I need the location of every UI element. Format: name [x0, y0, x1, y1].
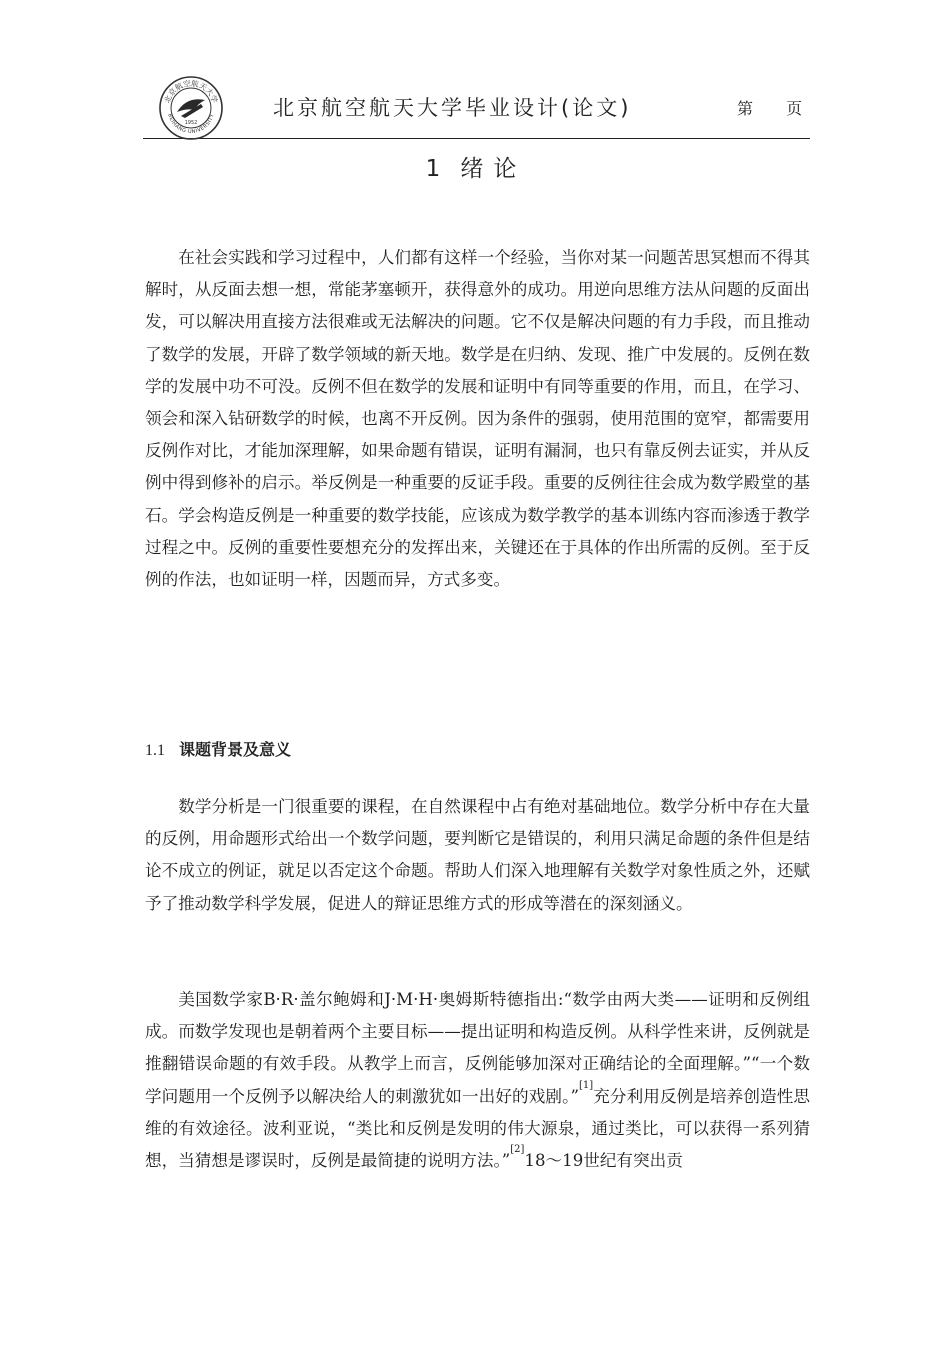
quote-paragraph	[145, 984, 810, 1177]
page-header	[143, 72, 810, 139]
chapter-title	[0, 150, 952, 183]
section-heading	[145, 737, 291, 760]
quote-text-c: 18～19世纪有突出贡	[524, 1151, 683, 1171]
citation-2[interactable]: [2]	[510, 1144, 525, 1156]
page-label-suffix: 页	[786, 99, 803, 118]
chapter-name: 绪论	[460, 156, 527, 182]
quote-text-b: 充分利用反例是培养创造性思维的有效途径。波利亚说，“类比和反例是发明的伟大源泉，通过类比，可以获得一系列猜想，当猜想是谬误时，反例是最简捷的说明方法。”	[145, 1086, 811, 1171]
intro-paragraph: 在社会实践和学习过程中，人们都有这样一个经验，当你对某一问题苦思冥想而不得其解时，从反面去想一想，常能茅塞顿开，获得意外的成功。用逆向思维方法从问题的反面出发，可以解决用直接方法很难或无法解决的问题。它不仅是解决问题的有力手段，而且推动了数学的发展，开辟了数学领域的新天地。数学是在归纳、发现、推广中发展的。反例在数学的发展中功不可没。反例不但在数学的发展和证明中有同等重要的作用，而且，在学习、领会和深入钻研数学的时候，也离不开反例。因为条件的强弱，使用范围的宽窄，都需要用反例作对比，才能加深理解，如果命题有错误，证明有漏洞，也只有靠反例去证实，并从反例中得到修补的启示。举反例是一种重要的反证手段。重要的反例往往会成为数学殿堂的基石。学会构造反例是一种重要的数学技能，应该成为数学教学的基本训练内容而渗透于教学过程之中。反例的重要性要想充分的发挥出来，关键还在于具体的作出所需的反例。至于反例的作法，也如证明一样，因题而异，方式多变。	[145, 248, 810, 590]
university-title: 北京航空航天大学毕业设计(论文)	[273, 96, 632, 120]
page-number-label	[737, 96, 802, 119]
chapter-number: 1	[425, 156, 443, 182]
university-logo-icon	[157, 74, 225, 142]
logo-text-top: 北京航空航天大学	[162, 78, 220, 105]
background-paragraph: 数学分析是一门很重要的课程，在自然课程中占有绝对基础地位。数学分析中存在大量的反例，用命题形式给出一个数学问题，要判断它是错误的，利用只满足命题的条件但是结论不成立的例证，就足以否定这个命题。帮助人们深入地理解有关数学对象性质之外，还赋予了推动数学科学发展，促进人的辩证思维方式的形成等潜在的深刻涵义。	[145, 797, 810, 913]
logo-text-bottom: BEIHANG UNIVERSITY	[166, 113, 216, 136]
section-number: 1.1	[145, 742, 165, 759]
section-title: 课题背景及意义	[179, 740, 292, 759]
page-label-prefix: 第	[737, 99, 754, 118]
logo-year: 1952	[184, 120, 198, 126]
citation-1[interactable]: [1]	[578, 1079, 594, 1091]
quote-text-a: 美国数学家B·R·盖尔鲍姆和J·M·H·奥姆斯特德指出:“数学由两大类——证明和反例组成。而数学发现也是朝着两个主要目标——提出证明和构造反例。从科学性来讲，反例就是推翻错误命题的有效手段。从教学上而言，反例能够加深对正确结论的全面理解。”“一个数学问题用一个反例予以解决给人的刺激犹如一出好的戏剧。”	[145, 990, 810, 1106]
